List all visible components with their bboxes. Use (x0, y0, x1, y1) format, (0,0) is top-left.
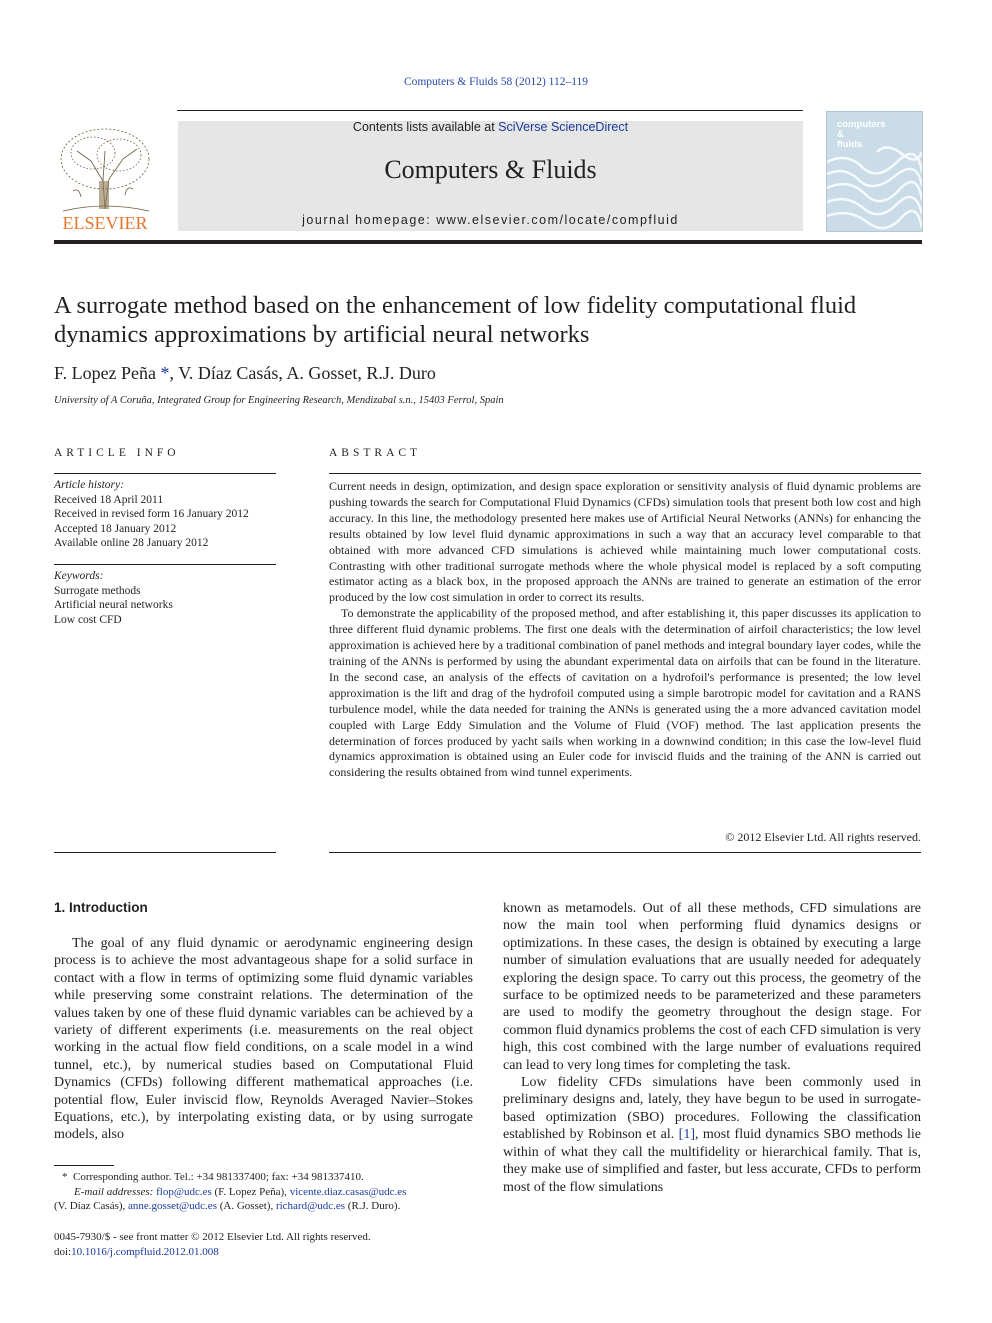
homepage-url[interactable]: www.elsevier.com/locate/compfluid (436, 213, 679, 227)
journal-title: Computers & Fluids (384, 155, 597, 184)
abstract-bottom-rule (329, 852, 921, 853)
issn-line: 0045-7930/$ - see front matter © 2012 Elsevier Ltd. All rights reserved. (54, 1231, 371, 1243)
history-label: Article history: (54, 479, 124, 491)
elsevier-tree-icon (53, 121, 157, 233)
history-online: Available online 28 January 2012 (54, 537, 209, 549)
other-authors: , V. Díaz Casás, A. Gosset, R.J. Duro (169, 363, 436, 383)
article-info-bottom-rule (54, 852, 276, 853)
journal-reference[interactable]: Computers & Fluids 58 (2012) 112–119 (403, 76, 589, 88)
cover-title (837, 120, 886, 150)
abstract-body (329, 479, 921, 781)
intro-paragraph-2 (503, 1074, 921, 1196)
footnote-emails (54, 1185, 473, 1200)
publisher-name: ELSEVIER (62, 213, 148, 233)
author-list (54, 363, 436, 384)
email-link-1[interactable]: flop@udc.es (156, 1185, 212, 1198)
intro-p2-text-b: , most fluid dynamics SBO methods lie within of what they call the multifidelity or hierarchical family. That is, they make use of simplified and faster, but less accurate, CFDs to perform most of the flow simulations (503, 1127, 921, 1195)
intro-left-column (54, 935, 473, 1144)
keywords (54, 569, 276, 627)
copyright: © 2012 Elsevier Ltd. All rights reserved. (725, 830, 921, 844)
intro-right-column (503, 900, 921, 1196)
doi-prefix: doi: (54, 1245, 72, 1258)
footnote-corresponding (54, 1170, 473, 1185)
footnote-emails-cont (54, 1199, 473, 1214)
abstract-paragraph-2: To demonstrate the applicability of the proposed method, and after establishing it, this paper discusses its application to three different fluid dynamic problems. The first one deals with the determination of airfoil characteristics; the low level approximation is achieved here by a traditional combination of panel methods and integral boundary layer codes, while the training of the ANNs is performed by using the abundant experimental data on airfoils that can be found in the literature. In the second case, an analysis of the effects of cavitation on a hydrofoil's performance is presented; the low level approximation is the lift and drag of the hydrofoil computed using a simple barotropic model for cavitation and a RANS turbulence model, while the data needed for training the ANNs is generated using the a more advanced cavitation model coupled with Large Eddy Simulation and the Volume of Fluid (VOF) method. The last application presents the determination of forces produced by yacht sails when working in a downwind condition; in this case the low-level fluid dynamics approximation is obtained using an Euler code for inviscid fluids and the training of the ANN is carried out considering the results obtained from wind tunnel experiments. (329, 606, 921, 780)
email-owner-3: (A. Gosset), (216, 1200, 276, 1212)
intro-paragraph-1: The goal of any fluid dynamic or aerodynamic engineering design process is to achieve the most advantageous shape for a solid surface in contact with a flow in terms of optimizing some fluid dynamic variables while preserving some constraint relations. The determination of the values taken by one of these fluid dynamic variables can be achieved by a variety of different experiments (i.e. measurements on the real object working in the actual flow field conditions, on a scale model in a wind tunnel, etc.), by numerical studies based on Computational Fluid Dynamics (CFDs) following different mathematical approaches (i.e. potential flow, Euler inviscid flow, Reynolds Averaged Navier–Stokes Equations, etc.), by interpolating existing data, or by using surrogate models, also (54, 936, 473, 1143)
article-history (54, 478, 276, 551)
doi-line (54, 1245, 494, 1260)
sciencedirect-link[interactable]: SciVerse ScienceDirect (498, 120, 629, 134)
keyword-item: Low cost CFD (54, 613, 122, 626)
doi-link[interactable]: 10.1016/j.compfluid.2012.01.008 (71, 1245, 219, 1258)
email-link-2[interactable]: vicente.diaz.casas@udc.es (289, 1185, 407, 1198)
email-owner-2: (V. Díaz Casás), (54, 1200, 129, 1212)
introduction-heading: 1. Introduction (54, 900, 148, 915)
footnote-mark: * (62, 1171, 68, 1183)
email-owner-1: (F. Lopez Peña), (211, 1185, 290, 1198)
history-accepted: Accepted 18 January 2012 (54, 522, 177, 535)
keyword-item: Surrogate methods (54, 584, 141, 597)
abstract-paragraph-1: Current needs in design, optimization, and design space exploration or sensitivity analysis of fluid dynamic problems are pushing towards the search for Computational Fluid Dynamics (CFDs) simulation tools that present both low cost and high accuracy. In this line, the methodology presented here makes use of Artificial Neural Networks (ANNs) for enhancing the results obtained by low level fluid dynamic approximations in such a way that an accuracy level comparable to that obtained with more advanced CFD simulations is achieved while maintaining much lower computational costs. Contrasting with other traditional surrogate methods where the whole physical model is replaced by a soft computing estimator acting as a black box, in the proposed approach the ANNs are trained to generate an estimation of the error produced by the low cost simulation in order to correct its results. (329, 479, 921, 605)
article-title: A surrogate method based on the enhancement of low fidelity computational fluid dynamics approximations by artificial neural networks (54, 292, 857, 348)
article-info-rule (54, 473, 276, 474)
author-lopez-pena: F. Lopez Peña (54, 363, 157, 383)
footnote-rule (54, 1165, 114, 1166)
keyword-item: Artificial neural networks (54, 599, 173, 611)
article-info-heading: ARTICLE INFO (54, 447, 180, 459)
header-rule (177, 110, 803, 111)
keywords-rule (54, 564, 276, 565)
history-received: Received 18 April 2011 (54, 493, 164, 506)
intro-p2-text-a: Low fidelity CFDs simulations have been commonly used in preliminary designs and, lately, they have begun to be used in surrogate-based optimization (SBO) procedures. Following the classification established by Robinson et al. (503, 1075, 921, 1143)
abstract-heading: ABSTRACT (329, 447, 422, 459)
email-link-4[interactable]: richard@udc.es (275, 1200, 346, 1212)
reference-link-1[interactable]: [1] (678, 1127, 695, 1143)
corresponding-text: Corresponding author. Tel.: +34 981337400; fax: +34 981337410. (73, 1171, 364, 1183)
footnote (54, 1170, 473, 1214)
cover-line-3: fluids (837, 139, 863, 150)
elsevier-logo (53, 121, 157, 233)
homepage-prefix: journal homepage: (302, 213, 437, 227)
header-thick-rule (54, 240, 922, 244)
contents-line (178, 120, 803, 134)
email-owner-4: (R.J. Duro). (345, 1200, 401, 1212)
abstract-rule (329, 473, 921, 474)
corresponding-author-mark[interactable]: * (160, 363, 170, 383)
email-label: E-mail addresses: (74, 1185, 154, 1198)
homepage-line (178, 213, 803, 227)
journal-cover-image (826, 111, 923, 232)
contents-prefix: Contents lists available at (352, 120, 499, 134)
email-link-3[interactable]: anne.gosset@udc.es (128, 1200, 217, 1212)
history-revised: Received in revised form 16 January 2012 (54, 508, 249, 520)
intro-paragraph-1-cont: known as metamodels. Out of all these methods, CFD simulations are now the main tool when performing fluid dynamics designs or optimizations. In these cases, the design is obtained by executing a large number of simulation evaluations that are usually needed for adequately exploring the design space. To carry out this process, the geometry of the surface to be optimized needs to be parameterized and these parameters are used to modify the geometry throughout the design stage. For common fluid dynamics problems the cost of each CFD simulation is very high, this cost combined with the large number of evaluations required can lead to very long times for completing the task. (503, 901, 921, 1073)
affiliation: University of A Coruña, Integrated Group for Engineering Research, Mendizabal s.n., 15403 Ferrol, Spain (54, 395, 504, 406)
keywords-label: Keywords: (54, 570, 104, 582)
cover-line-1: computers (837, 119, 886, 130)
front-matter (54, 1230, 494, 1259)
cover-line-2: & (837, 129, 844, 140)
